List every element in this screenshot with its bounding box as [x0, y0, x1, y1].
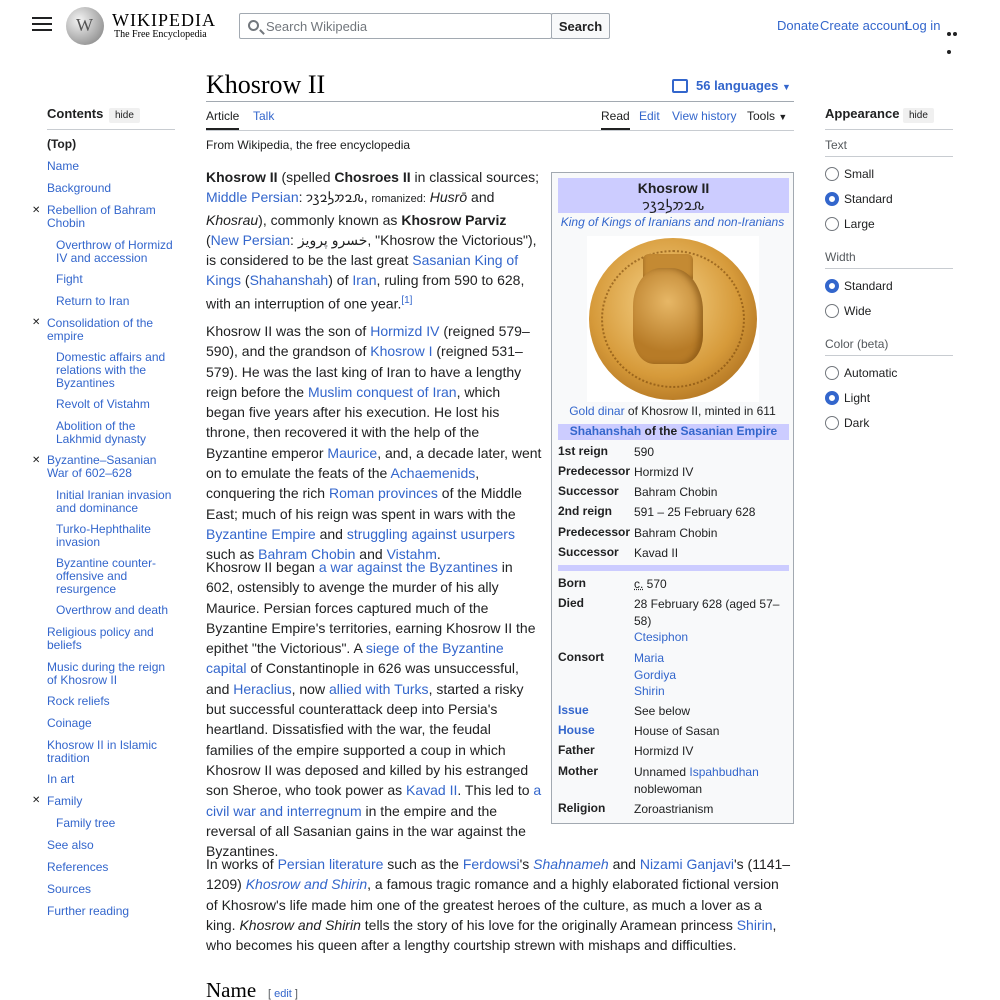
ctesiphon-link[interactable]: Ctesiphon [634, 630, 689, 644]
toc-item-name[interactable]: Name [47, 159, 80, 173]
infobox-header [558, 178, 789, 213]
lead-paragraph-4: In works of Persian literature such as the Ferdowsi's Shahnameh and Nizami Ganjavi's (1141–1209) Khosrow and Shirin, a famous tragic romance and a highly elaborated fictional version of Khosrow's life made him one of the greatest heroes of the culture, as much a lover as a king. Khosrow and Shirin tells the story of his love for the originally Aramean princess Shirin, who becomes his queen after a lengthy courtship strewn with mishaps and difficulties. [206, 856, 791, 954]
language-button[interactable] [672, 78, 791, 93]
house-value[interactable]: House of Sasan [634, 724, 720, 738]
predecessor1-label: Predecessor [558, 464, 631, 478]
language-count: 56 languages [696, 78, 779, 93]
toc-item-return-iran[interactable]: Return to Iran [56, 294, 130, 308]
color-dark-option[interactable]: Dark [825, 416, 869, 430]
consort-gordiya-link[interactable]: Gordiya [634, 667, 677, 682]
predecessor2-label: Predecessor [558, 525, 631, 539]
toc-item-references[interactable]: References [47, 860, 109, 874]
religion-value[interactable]: Zoroastrianism [634, 802, 714, 816]
toc-item-see-also[interactable]: See also [47, 838, 94, 852]
toc-item-in-art[interactable]: In art [47, 772, 75, 786]
collapse-caret-icon[interactable]: ✕ [32, 795, 41, 806]
toc-item-sources[interactable]: Sources [47, 882, 92, 896]
toc-title: Contents [47, 106, 104, 121]
site-sub: From Wikipedia, the free encyclopedia [206, 138, 411, 152]
search-button[interactable]: Search [551, 13, 610, 39]
section-divider [825, 156, 953, 157]
tab-view-history[interactable]: View history [672, 109, 737, 123]
infobox [551, 172, 794, 824]
successor2-label: Successor [558, 545, 619, 559]
site-header [0, 0, 1000, 52]
successor1-label: Successor [558, 484, 619, 498]
donate-link[interactable]: Donate [777, 18, 819, 33]
text-size-large-option[interactable]: Large [825, 217, 875, 231]
predecessor2-value: Bahram Chobin [634, 526, 718, 540]
lead-paragraph-2: Khosrow II was the son of Hormizd IV (reigned 579–590), and the grandson of Khosrow I (reigned 531–579). He was the last king of Iran to have a lengthy reign before the Muslim conquest of Iran, which began five years after his execution. He lost his throne, then recovered it with the help of the Byzantine emperor Maurice, and, a decade later, went on to emulate the feats of the Achaemenids, conquering the rich Roman provinces of the Middle East; much of his reign was spent in wars with the Byzantine Empire and struggling against usurpers such as Bahram Chobin and Vistahm. [206, 323, 542, 563]
toc-item-coinage[interactable]: Coinage [47, 716, 92, 730]
translate-icon [672, 79, 688, 93]
lead-paragraph-1: Khosrow II (spelled Chosroes II in classical sources; Middle Persian: 𐭧𐭥𐭮𐭫𐭥𐭣𐭩, romanized: Husrō and Khosrau), commonly known as Khosrow Parviz (New Persian: خسرو پرویز, "Khosrow the Victorious"), is considered to be the last great Sasanian King of Kings (Shahanshah) of Iran, ruling from 590 to 628, with an interruption of one year.[1] [206, 169, 540, 312]
section-edit-link[interactable]: edit [274, 988, 292, 1000]
width-label: Width [825, 250, 856, 264]
log-in-link[interactable]: Log in [905, 18, 941, 33]
toc-hide-button[interactable]: hide [109, 108, 140, 123]
wikipedia-wordmark[interactable]: WIKIPEDIA [112, 10, 216, 30]
appearance-divider [825, 129, 953, 130]
toc-item-music[interactable]: Music during the reign of Khosrow II [47, 660, 166, 687]
issue-label[interactable]: Issue [558, 703, 589, 717]
tabs-divider [206, 130, 794, 131]
collapse-caret-icon[interactable]: ✕ [32, 205, 41, 216]
infobox-title-band: Shahanshah of the Sasanian Empire [558, 424, 789, 440]
toc-item-family-tree[interactable]: Family tree [56, 816, 116, 830]
consort-shirin-link[interactable]: Shirin [634, 684, 665, 698]
toc-item-lakhmid[interactable]: Abolition of the Lakhmid dynasty [56, 419, 147, 446]
born-value: c. 570 [634, 577, 667, 591]
tab-tools[interactable]: Tools ▼ [747, 109, 788, 123]
toc-item-consolidation[interactable]: Consolidation of the empire [47, 316, 154, 343]
section-divider [825, 355, 953, 356]
toc-item-rock-reliefs[interactable]: Rock reliefs [47, 694, 110, 708]
predecessor1-value[interactable]: Hormizd IV [634, 465, 694, 479]
house-label[interactable]: House [558, 723, 595, 737]
radio-icon [825, 416, 839, 430]
section-heading-name: Name [206, 978, 257, 1000]
more-options-icon[interactable] [947, 23, 963, 27]
text-size-standard-option[interactable]: Standard [825, 192, 893, 206]
toc-item-top[interactable]: (Top) [47, 137, 77, 151]
radio-checked-icon [825, 192, 839, 206]
toc-item-religious-policy[interactable]: Religious policy and beliefs [47, 625, 154, 652]
toc-item-revolt-vistahm[interactable]: Revolt of Vistahm [56, 397, 150, 411]
toc-item-overthrow-hormizd[interactable]: Overthrow of Hormizd IV and accession [56, 238, 173, 265]
width-standard-option[interactable]: Standard [825, 279, 893, 293]
mother-label: Mother [558, 764, 598, 778]
infobox-subtitle[interactable]: King of Kings of Iranians and non-Iranians [560, 215, 785, 229]
width-wide-option[interactable]: Wide [825, 304, 871, 318]
ispahbudhan-link[interactable]: Ispahbudhan [689, 765, 759, 779]
table-of-contents [32, 106, 177, 918]
successor1-value[interactable]: Bahram Chobin [634, 485, 718, 499]
appearance-title: Appearance [825, 106, 900, 121]
chevron-down-icon: ▼ [778, 112, 788, 122]
toc-item-byzantine-war[interactable]: Byzantine–Sasanian War of 602–628 [47, 453, 157, 480]
died-value: 28 February 628 (aged 57–58) Ctesiphon [634, 597, 780, 644]
reign2-label: 2nd reign [558, 504, 613, 518]
reign2-value: 591 – 25 February 628 [634, 505, 756, 519]
consort-values [634, 650, 784, 700]
text-size-small-option[interactable]: Small [825, 167, 874, 181]
father-label: Father [558, 743, 595, 757]
lead-paragraph-3: Khosrow II began a war against the Byzantines in 602, ostensibly to avenge the murder of his ally Maurice. Persian forces captured much of the Byzantine Empire's territories, earning Khosrow II the epithet "the Victorious". A siege of the Byzantine capital of Constantinople in 626 was unsuccessful, and Heraclius, now allied with Turks, started a risky but successful counterattack deep into Persia's heartland. Dissatisfied with the war, the feudal families of the empire supported a coup in which Khosrow II was deposed and killed by his estranged son Sheroe, who took power as Kavad II. This led to a civil war and interregnum in the empire and the reversal of all Sasanian gains in the war against the Byzantines. [206, 559, 542, 860]
search-icon [248, 20, 259, 31]
radio-checked-icon [825, 279, 839, 293]
mother-value: Unnamed Ispahbudhan noblewoman [634, 765, 759, 796]
wikipedia-tagline: The Free Encyclopedia [114, 29, 207, 40]
appearance-panel [825, 106, 953, 430]
consort-maria-link[interactable]: Maria [634, 651, 665, 665]
collapse-caret-icon[interactable]: ✕ [32, 317, 41, 328]
radio-checked-icon [825, 391, 839, 405]
radio-icon [825, 167, 839, 181]
shahanshah-link[interactable]: Shahanshah [569, 424, 642, 438]
died-label: Died [558, 596, 585, 610]
toc-item-initial-invasion[interactable]: Initial Iranian invasion and dominance [56, 488, 172, 515]
sasanian-empire-link[interactable]: Sasanian Empire [680, 424, 778, 438]
infobox-caption: Gold dinar of Khosrow II, minted in 611 [569, 404, 776, 418]
toc-item-overthrow-death[interactable]: Overthrow and death [56, 603, 169, 617]
tab-article[interactable]: Article [206, 109, 239, 130]
infobox-separator [558, 565, 789, 571]
main-menu-icon[interactable] [32, 17, 52, 33]
color-automatic-option[interactable]: Automatic [825, 366, 897, 380]
consort-label: Consort [558, 650, 604, 664]
infobox-script-name: 𐭧𐭥𐭮𐭫𐭥𐭣𐭩 [642, 197, 705, 214]
issue-value[interactable]: See below [634, 704, 691, 718]
wikipedia-globe-logo[interactable] [66, 7, 104, 45]
toc-item-turko-hephthalite[interactable]: Turko-Hephthalite invasion [56, 522, 151, 549]
page-title: Khosrow II [206, 70, 326, 99]
section-edit: [ edit ] [268, 988, 298, 1000]
toc-item-rebellion[interactable]: Rebellion of Bahram Chobin [47, 203, 156, 230]
toc-item-fight[interactable]: Fight [56, 272, 83, 286]
text-size-label: Text [825, 138, 848, 152]
infobox-name: Khosrow II [637, 180, 710, 196]
tab-read[interactable]: Read [601, 109, 630, 130]
gold-dinar-coin-image[interactable] [587, 236, 759, 402]
toc-divider [47, 129, 175, 130]
toc-item-islamic-tradition[interactable]: Khosrow II in Islamic tradition [47, 738, 158, 765]
color-light-option[interactable]: Light [825, 391, 870, 405]
religion-label: Religion [558, 801, 606, 815]
toc-item-further-reading[interactable]: Further reading [47, 904, 130, 918]
radio-icon [825, 217, 839, 231]
radio-icon [825, 304, 839, 318]
title-divider [206, 101, 794, 102]
father-value[interactable]: Hormizd IV [634, 744, 694, 758]
section-divider [825, 268, 953, 269]
reign1-label: 1st reign [558, 444, 609, 458]
chevron-down-icon: ▼ [782, 82, 791, 92]
search-input[interactable] [266, 17, 546, 35]
reign1-value: 590 [634, 445, 655, 459]
gold-dinar-link[interactable]: Gold dinar [569, 404, 625, 418]
born-label: Born [558, 576, 586, 590]
collapse-caret-icon[interactable]: ✕ [32, 455, 41, 466]
toc-item-domestic-affairs[interactable]: Domestic affairs and relations with the Byzantines [56, 350, 166, 390]
toc-item-counter-offensive[interactable]: Byzantine counter-offensive and resurgence [56, 556, 157, 596]
radio-icon [825, 366, 839, 380]
toc-item-background[interactable]: Background [47, 181, 112, 195]
successor2-value[interactable]: Kavad II [634, 546, 679, 560]
toc-item-family[interactable]: Family [47, 794, 83, 808]
create-account-link[interactable]: Create account [820, 18, 909, 33]
tab-talk[interactable]: Talk [253, 109, 275, 123]
appearance-hide-button[interactable]: hide [903, 108, 934, 123]
color-label: Color (beta) [825, 337, 889, 351]
tab-edit[interactable]: Edit [639, 109, 660, 123]
search-box[interactable] [239, 13, 552, 39]
